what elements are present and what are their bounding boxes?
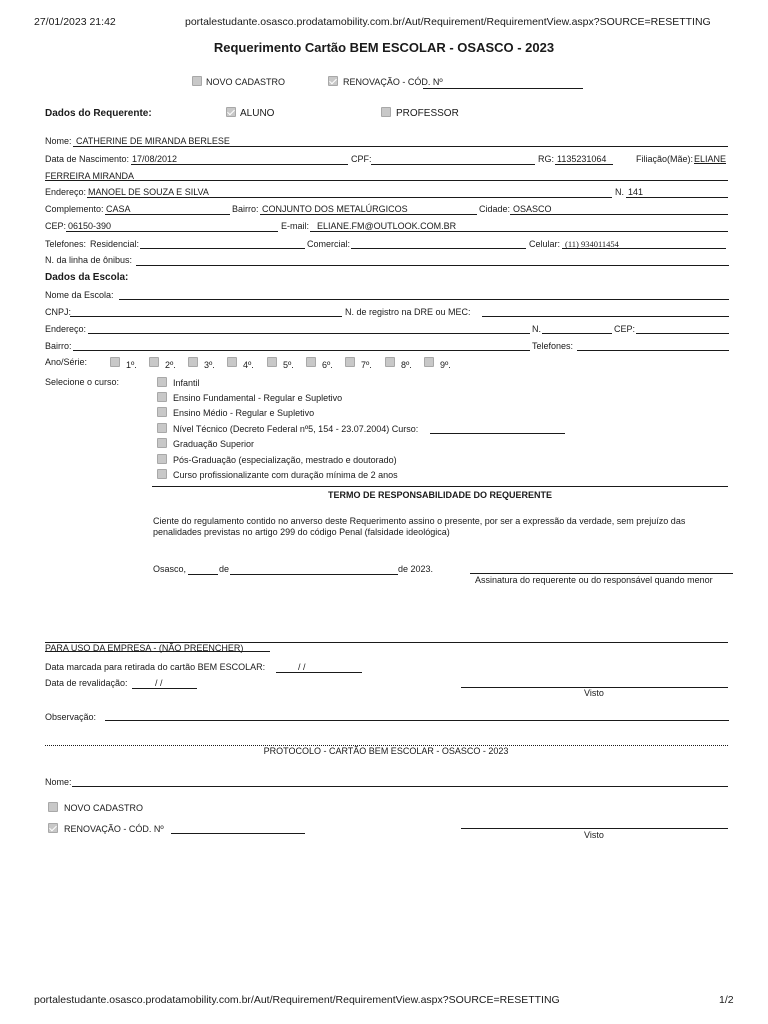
- professor-checkbox[interactable]: [381, 107, 391, 117]
- filiacao-line: [45, 180, 728, 181]
- ano-1-label: 1º.: [126, 360, 137, 370]
- curso-graduacao-checkbox[interactable]: [157, 438, 167, 448]
- page-title: Requerimento Cartão BEM ESCOLAR - OSASCO - 2023: [213, 40, 555, 55]
- telefones-label: Telefones:: [45, 239, 87, 249]
- cidade-line: [510, 214, 728, 215]
- empresa-heading: PARA USO DA EMPRESA - (NÃO PREENCHER): [45, 643, 244, 653]
- curso-medio-label: Ensino Médio - Regular e Supletivo: [173, 408, 315, 418]
- comercial-label: Comercial:: [307, 239, 351, 249]
- numero-value: 141: [628, 187, 644, 197]
- print-page-number: 1/2: [719, 994, 734, 1006]
- curso-label: Selecione o curso:: [45, 377, 120, 387]
- escola-cep-label: CEP:: [614, 324, 636, 334]
- celular-line: [562, 248, 726, 249]
- revalidacao-date-mask: / /: [155, 678, 163, 688]
- ano-9-checkbox[interactable]: [424, 357, 434, 367]
- ano-5-checkbox[interactable]: [267, 357, 277, 367]
- cidade-label: Cidade:: [479, 204, 511, 214]
- cpf-label: CPF:: [351, 154, 372, 164]
- escola-bairro-label: Bairro:: [45, 341, 72, 351]
- cpf-line: [371, 164, 535, 165]
- complemento-line: [105, 214, 230, 215]
- email-label: E-mail:: [281, 221, 310, 231]
- escola-numero-label: N.: [532, 324, 541, 334]
- curso-fundamental-label: Ensino Fundamental - Regular e Supletivo: [173, 393, 343, 403]
- onibus-line: [136, 265, 729, 266]
- curso-pos-label: Pós-Graduação (especialização, mestrado e doutorado): [173, 455, 397, 465]
- email-line: [310, 231, 728, 232]
- novo-cadastro-label: NOVO CADASTRO: [206, 77, 286, 87]
- protocolo-heading: PROTOCOLO - CARTÃO BEM ESCOLAR - OSASCO - 2023: [263, 746, 509, 756]
- curso-profissionalizante-label: Curso profissionalizante com duração mínima de 2 anos: [173, 470, 398, 480]
- escola-numero-line: [542, 333, 612, 334]
- ano-7-checkbox[interactable]: [345, 357, 355, 367]
- retirada-label: Data marcada para retirada do cartão BEM ESCOLAR:: [45, 662, 266, 672]
- escola-bairro-line: [73, 350, 530, 351]
- registro-label: N. de registro na DRE ou MEC:: [345, 307, 471, 317]
- assinatura-line[interactable]: [470, 573, 733, 574]
- escola-telefones-line: [577, 350, 729, 351]
- revalidacao-label: Data de revalidação:: [45, 678, 128, 688]
- protocolo-visto-line[interactable]: [461, 828, 728, 829]
- protocolo-nome-line[interactable]: [72, 786, 728, 787]
- ano-5-label: 5º.: [283, 360, 294, 370]
- renovacao-checkbox[interactable]: [328, 76, 338, 86]
- cep-label: CEP:: [45, 221, 67, 231]
- osasco-label: Osasco,: [153, 564, 187, 574]
- protocolo-novo-label: NOVO CADASTRO: [64, 803, 144, 813]
- requerente-heading: Dados do Requerente:: [45, 108, 152, 119]
- termo-top-rule: [152, 486, 728, 487]
- cnpj-label: CNPJ:: [45, 307, 72, 317]
- ano-6-checkbox[interactable]: [306, 357, 316, 367]
- numero-line: [626, 197, 728, 198]
- curso-fundamental-checkbox[interactable]: [157, 392, 167, 402]
- cnpj-line: [70, 316, 342, 317]
- nome-value: CATHERINE DE MIRANDA BERLESE: [76, 136, 230, 146]
- complemento-value: CASA: [106, 204, 131, 214]
- complemento-label: Complemento:: [45, 204, 104, 214]
- ano-2023-label: de 2023.: [398, 564, 434, 574]
- mes-line[interactable]: [230, 574, 398, 575]
- print-footer-url: portalestudante.osasco.prodatamobility.com.br/Aut/Requirement/RequirementView.aspx?SOURCE=RESETTING: [34, 994, 560, 1006]
- onibus-label: N. da linha de ônibus:: [45, 255, 133, 265]
- endereco-label: Endereço:: [45, 187, 87, 197]
- retirada-date-mask: / /: [298, 662, 306, 672]
- escola-heading: Dados da Escola:: [45, 272, 129, 283]
- registro-line: [482, 316, 729, 317]
- protocolo-renovacao-code-line[interactable]: [171, 833, 305, 834]
- escola-endereco-label: Endereço:: [45, 324, 87, 334]
- curso-graduacao-label: Graduação Superior: [173, 439, 255, 449]
- rg-line: [555, 164, 613, 165]
- curso-tecnico-line[interactable]: [430, 433, 565, 434]
- curso-tecnico-checkbox[interactable]: [157, 423, 167, 433]
- empresa-visto-label: Visto: [584, 688, 604, 698]
- print-url: portalestudante.osasco.prodatamobility.com.br/Aut/Requirement/RequirementView.aspx?SOURCE=RESETTING: [185, 16, 711, 28]
- termo-heading: TERMO DE RESPONSABILIDADE DO REQUERENTE: [327, 490, 553, 500]
- email-value: ELIANE.FM@OUTLOOK.COM.BR: [317, 221, 457, 231]
- renovacao-label: RENOVAÇÃO - CÓD. Nº: [343, 77, 443, 87]
- numero-label: N.: [615, 187, 624, 197]
- protocolo-novo-checkbox[interactable]: [48, 802, 58, 812]
- professor-label: PROFESSOR: [396, 108, 459, 119]
- ano-2-label: 2º.: [165, 360, 176, 370]
- endereco-line: [87, 197, 612, 198]
- observacao-label: Observação:: [45, 712, 97, 722]
- ano-7-label: 7º.: [361, 360, 372, 370]
- revalidacao-date-line[interactable]: [132, 688, 197, 689]
- ano-9-label: 9º.: [440, 360, 451, 370]
- filiacao-value-1: ELIANE: [694, 154, 727, 164]
- ano-label: Ano/Série:: [45, 357, 88, 367]
- escola-cep-line: [636, 333, 729, 334]
- escola-nome-line: [119, 299, 729, 300]
- aluno-label: ALUNO: [240, 108, 275, 119]
- de-label: de: [219, 564, 230, 574]
- ano-8-label: 8º.: [401, 360, 412, 370]
- bairro-label: Bairro:: [232, 204, 259, 214]
- protocolo-renovacao-label: RENOVAÇÃO - CÓD. Nº: [64, 824, 164, 834]
- assinatura-label: Assinatura do requerente ou do responsável quando menor: [475, 575, 713, 585]
- protocolo-renovacao-checkbox[interactable]: [48, 823, 58, 833]
- celular-label: Celular:: [529, 239, 561, 249]
- ano-2-checkbox[interactable]: [149, 357, 159, 367]
- curso-profissionalizante-checkbox[interactable]: [157, 469, 167, 479]
- renovacao-code-line[interactable]: [423, 88, 583, 89]
- curso-medio-checkbox[interactable]: [157, 407, 167, 417]
- nome-label: Nome:: [45, 136, 72, 146]
- ano-3-checkbox[interactable]: [188, 357, 198, 367]
- nascimento-line: [131, 164, 348, 165]
- nascimento-label: Data de Nascimento:: [45, 154, 130, 164]
- curso-pos-checkbox[interactable]: [157, 454, 167, 464]
- termo-text: Ciente do regulamento contido no anverso deste Requerimento assino o presente, por ser a expressão da verdade, sem prejuízo das penalidades previstas no artigo 299 do código Penal (falsidade ideológica): [153, 516, 686, 537]
- escola-endereco-line: [88, 333, 530, 334]
- rg-label: RG:: [538, 154, 555, 164]
- residencial-label: Residencial:: [90, 239, 140, 249]
- ano-8-checkbox[interactable]: [385, 357, 395, 367]
- aluno-checkbox[interactable]: [226, 107, 236, 117]
- cidade-value: OSASCO: [513, 204, 552, 214]
- endereco-value: MANOEL DE SOUZA E SILVA: [88, 187, 209, 197]
- residencial-line: [140, 248, 305, 249]
- protocolo-visto-label: Visto: [584, 830, 604, 840]
- empresa-heading-underline: [45, 651, 270, 652]
- ano-4-checkbox[interactable]: [227, 357, 237, 367]
- bairro-value: CONJUNTO DOS METALÚRGICOS: [262, 204, 408, 214]
- celular-value: (11) 934011454: [565, 239, 619, 249]
- retirada-date-line[interactable]: [276, 672, 362, 673]
- ano-3-label: 3º.: [204, 360, 215, 370]
- print-datetime: 27/01/2023 21:42: [34, 16, 116, 28]
- cep-value: 06150-390: [68, 221, 112, 231]
- ano-6-label: 6º.: [322, 360, 333, 370]
- curso-infantil-checkbox[interactable]: [157, 377, 167, 387]
- escola-nome-label: Nome da Escola:: [45, 290, 114, 300]
- nome-line: [73, 146, 728, 147]
- protocolo-nome-label: Nome:: [45, 777, 72, 787]
- cep-line: [66, 231, 278, 232]
- rg-value: 1135231064: [557, 154, 607, 164]
- ano-1-checkbox[interactable]: [110, 357, 120, 367]
- filiacao-value-2: FERREIRA MIRANDA: [45, 171, 135, 181]
- escola-telefones-label: Telefones:: [532, 341, 574, 351]
- nascimento-value: 17/08/2012: [132, 154, 178, 164]
- dia-line[interactable]: [188, 574, 218, 575]
- ano-4-label: 4º.: [243, 360, 254, 370]
- comercial-line: [351, 248, 526, 249]
- novo-cadastro-checkbox[interactable]: [192, 76, 202, 86]
- observacao-line[interactable]: [105, 720, 729, 721]
- curso-infantil-label: Infantil: [173, 378, 200, 388]
- filiacao-label: Filiação(Mãe):: [636, 154, 694, 164]
- bairro-line: [260, 214, 477, 215]
- curso-tecnico-label: Nível Técnico (Decreto Federal nº5, 154 - 23.07.2004) Curso:: [173, 424, 419, 434]
